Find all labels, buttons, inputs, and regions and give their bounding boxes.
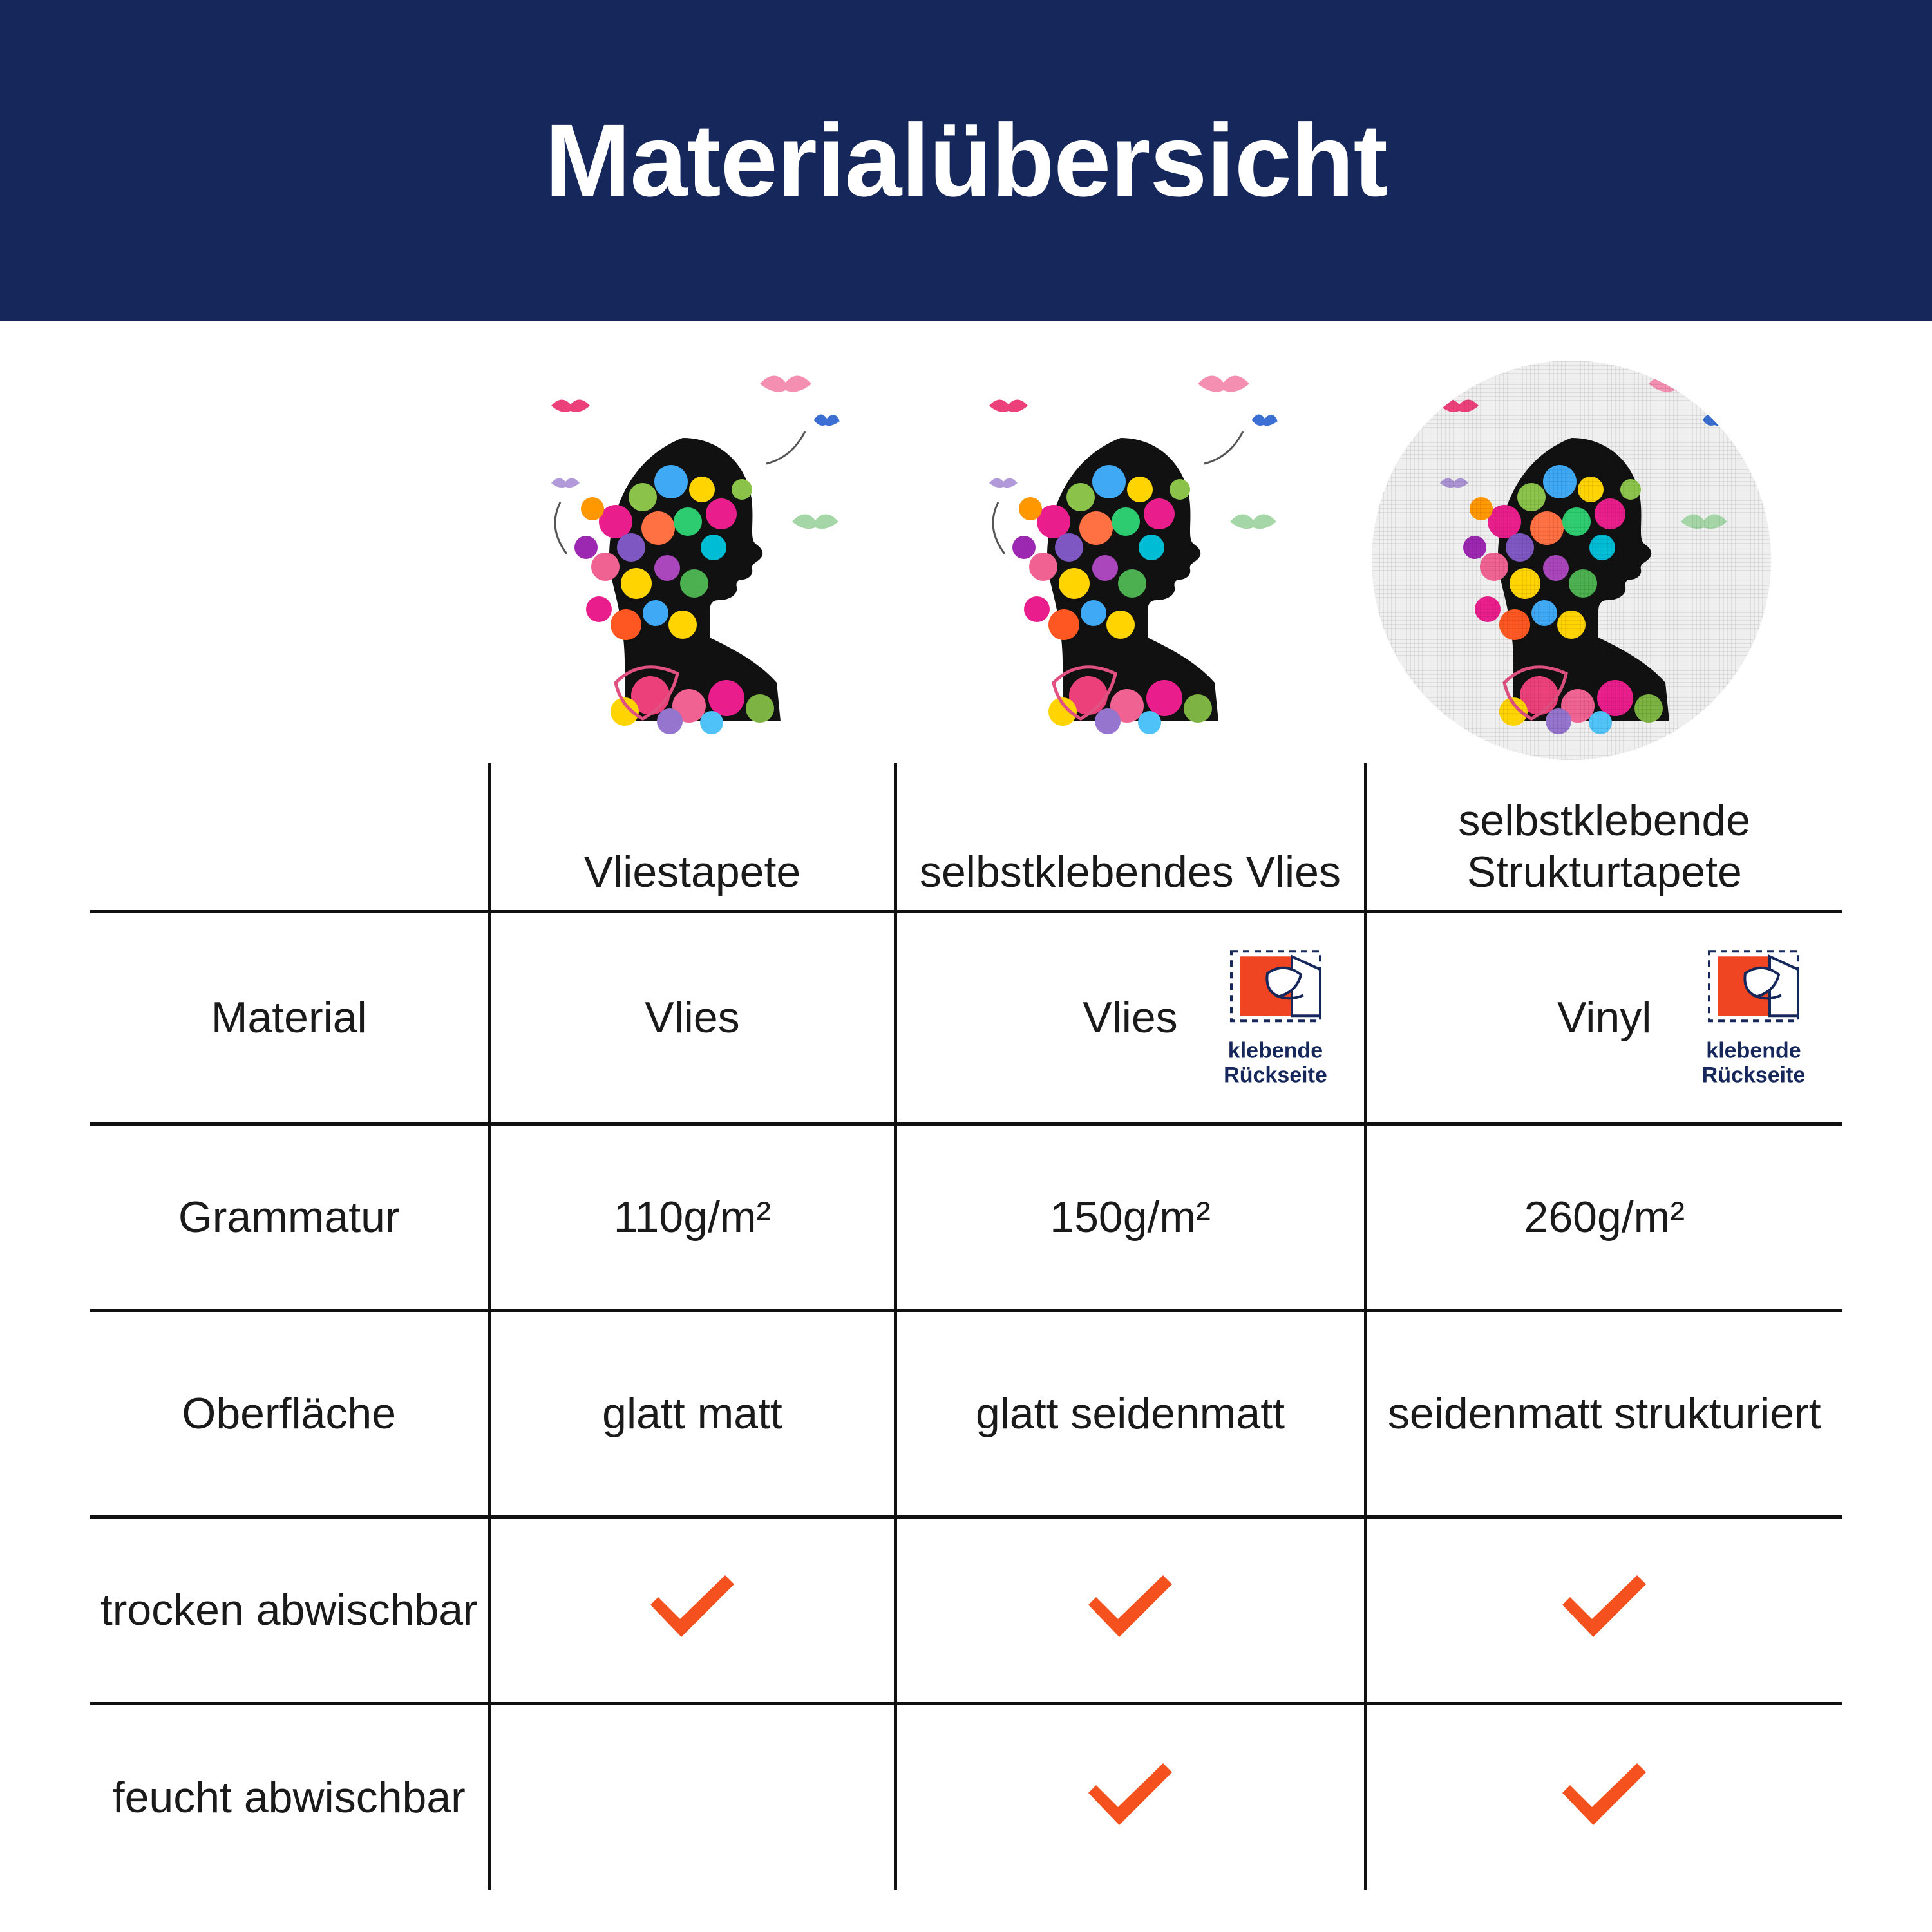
header-empty [90,763,489,911]
cell-trocken-selbstklebende-strukturtapete [1365,1517,1842,1703]
cell-trocken-vliestapete [489,1517,895,1703]
row-label-oberflaeche: Oberfläche [90,1311,489,1517]
adhesive-backing-icon [1705,947,1802,1036]
checkmark-icon [1556,1757,1653,1828]
row-label-feucht-abwischbar: feucht abwischbar [90,1703,489,1890]
table-row-grammatur [90,1124,1842,1311]
row-label-trocken-abwischbar: trocken abwischbar [90,1517,489,1703]
checkmark-icon [1082,1757,1179,1828]
header-banner [0,0,1932,321]
checkmark-icon [1082,1569,1179,1640]
adhesive-backing-badge [1202,947,1350,1087]
table-row-oberflaeche [90,1311,1842,1517]
row-label-grammatur: Grammatur [90,1124,489,1311]
cell-grammatur-selbstklebende-strukturtapete: 260g/m² [1365,1124,1842,1311]
header-selbstklebendes-vlies: selbstklebendes Vlies [895,763,1365,911]
adhesive-backing-label: klebende Rückseite [1701,1038,1806,1088]
adhesive-backing-label: klebende Rückseite [1224,1038,1327,1088]
cell-value: Vlies [1083,992,1178,1042]
product-image-vliestapete [477,341,889,779]
cell-value: Vinyl [1557,992,1652,1042]
table-row-material [90,911,1842,1124]
cell-oberflaeche-vliestapete: glatt matt [489,1311,895,1517]
header-vliestapete: Vliestapete [489,763,895,911]
header-selbstklebende-strukturtapete: selbstklebende Strukturtapete [1458,796,1751,897]
table-header-row [90,763,1842,911]
checkmark-icon [1556,1569,1653,1640]
cell-feucht-selbstklebende-strukturtapete [1365,1703,1842,1890]
adhesive-backing-icon [1227,947,1324,1036]
flower-head-silhouette-artwork [489,361,876,760]
table-row-trocken-abwischbar [90,1517,1842,1703]
material-spec-table [90,763,1842,1890]
product-image-selbstklebende-strukturtapete [1365,341,1777,779]
product-image-row [0,341,1932,779]
cell-trocken-selbstklebendes-vlies [895,1517,1365,1703]
cell-grammatur-selbstklebendes-vlies: 150g/m² [895,1124,1365,1311]
flower-head-silhouette-artwork [927,361,1314,760]
cell-oberflaeche-selbstklebendes-vlies: glatt seidenmatt [895,1311,1365,1517]
adhesive-backing-badge [1680,947,1828,1087]
page-title: Materialübersicht [545,102,1387,218]
cell-material-selbstklebendes-vlies [895,911,1365,1124]
product-image-selbstklebendes-vlies [914,341,1327,779]
cell-value: Vlies [645,992,740,1042]
checkmark-icon [644,1569,741,1640]
row-label-material: Material [90,911,489,1124]
cell-material-vliestapete [489,911,895,1124]
cell-material-selbstklebende-strukturtapete [1365,911,1842,1124]
table-row-feucht-abwischbar [90,1703,1842,1890]
cell-feucht-vliestapete [489,1703,895,1890]
cell-grammatur-vliestapete: 110g/m² [489,1124,895,1311]
flower-head-silhouette-artwork-circular [1372,361,1771,760]
cell-oberflaeche-selbstklebende-strukturtapete: seidenmatt strukturiert [1365,1311,1842,1517]
cell-feucht-selbstklebendes-vlies [895,1703,1365,1890]
